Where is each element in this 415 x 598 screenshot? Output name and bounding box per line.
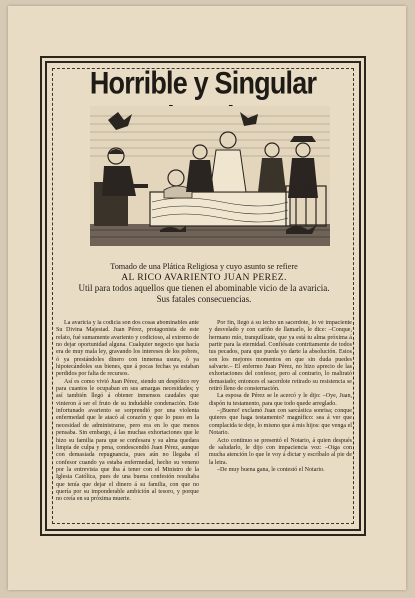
paragraph: –¡Bueno! exclamó Juan con sarcástica sonrisa; conque quieres que haga testamento? magnífico: sea á ver que complacida te deje, lo mismo que á mis hijos: que venga el Notario. [209, 408, 352, 437]
paragraph: Por fin, llegó á su lecho un sacerdote, lo vé impaciente y desvelado y con cariño de llamarlo, le dice: –Conque, hermano mío, tranquilízate, que ya está tu alma próxima á partir para la eternidad. Confiésate contritamente de todos tus pecados, para que pueda yo darte la absolución. Estos son los mejores momentos en que sin duda puedes salvarte.– El enfermo Juan Pérez, no hizo aprecio de las exhortaciones del confesor, pero al contrario, lo maltrató demasiado; entonces el sacerdote retirado su resistencia se retiró lleno de consternación. [209, 320, 352, 393]
body-text [56, 320, 352, 530]
body-column-left [56, 320, 199, 530]
paragraph: La esposa de Pérez se le acercó y le dijo: –Oye, Juan, dispón tu testamento, para que todo quede arreglado. [209, 393, 352, 407]
deathbed-engraving [90, 106, 330, 246]
subtitle-line-3: Util para todos aquellos que tienen el abominable vicio de la avaricia. [78, 283, 330, 293]
subtitle-line-4: Sus fatales consecuencias. [156, 293, 252, 304]
paragraph: Así es como vivió Juan Pérez, siendo un despótico rey para cuantos le ocupaban en sus amargas necesidades; y así también llegó á obtener inmensos caudales que vinieron á ser el fruto de su indudable condenación. Este infortunado avariento se sorprendió por una violenta enfermedad que le atacó al corazón y que lo puso en la necesidad de administrarse, pero era en lo que menos pensaba. Sin embargo, á las muchas exhortaciones que le hizo su familia para que se confesara y su alma quedara limpia de culpa y pena, condescendió Juan Pérez, aunque con demasiada repugnancia, pues aún no llegaba el confesor cuando ya estaba enfermedad, hecho su veneno por la entrevista que iba á tener con el Ministro de la Iglesia Católica, pues de una buena confesión resultaba que tenía que dejar el dinero á su familia, con que no quería por su imponderable ambición al tesoro, y porque no creía en su próxima muerte. [56, 378, 199, 503]
paragraph: Acto continuo se presentó el Notario, á quien después de saludarlo, le dijo con impaciencia voz: –Oiga con mucha atención lo que le voy á dictar y escríbalo al pie de la letra. [209, 437, 352, 466]
page-title: Horrible y Singular [89, 66, 317, 101]
paragraph: La avaricia y la codicia son dos cosas abominables ante Su Divina Majestad. Juan Pérez, protagonista de este relato, fué sumamente avariento y codicioso, al extremo de no dejar oportunidad alguna. Cualquier negocio que hacía era de muy mala ley, gravando los intereses de los pobres, ó ya prestándoles dinero con inmensa usura, ó ya hipotecándoles sus bienes, que á pocas fechas ya estaban perdidos por falta de recursos. [56, 320, 199, 378]
body-column-right [209, 320, 352, 530]
subtitle-line-2: AL RICO AVARIENTO JUAN PEREZ. [121, 271, 287, 283]
paragraph: –De muy buena gana, le contestó el Notario. [217, 466, 325, 473]
subtitle [54, 262, 354, 304]
subtitle-line-1: Tomado de una Plática Religiosa y cuyo asunto se refiere [110, 262, 298, 271]
